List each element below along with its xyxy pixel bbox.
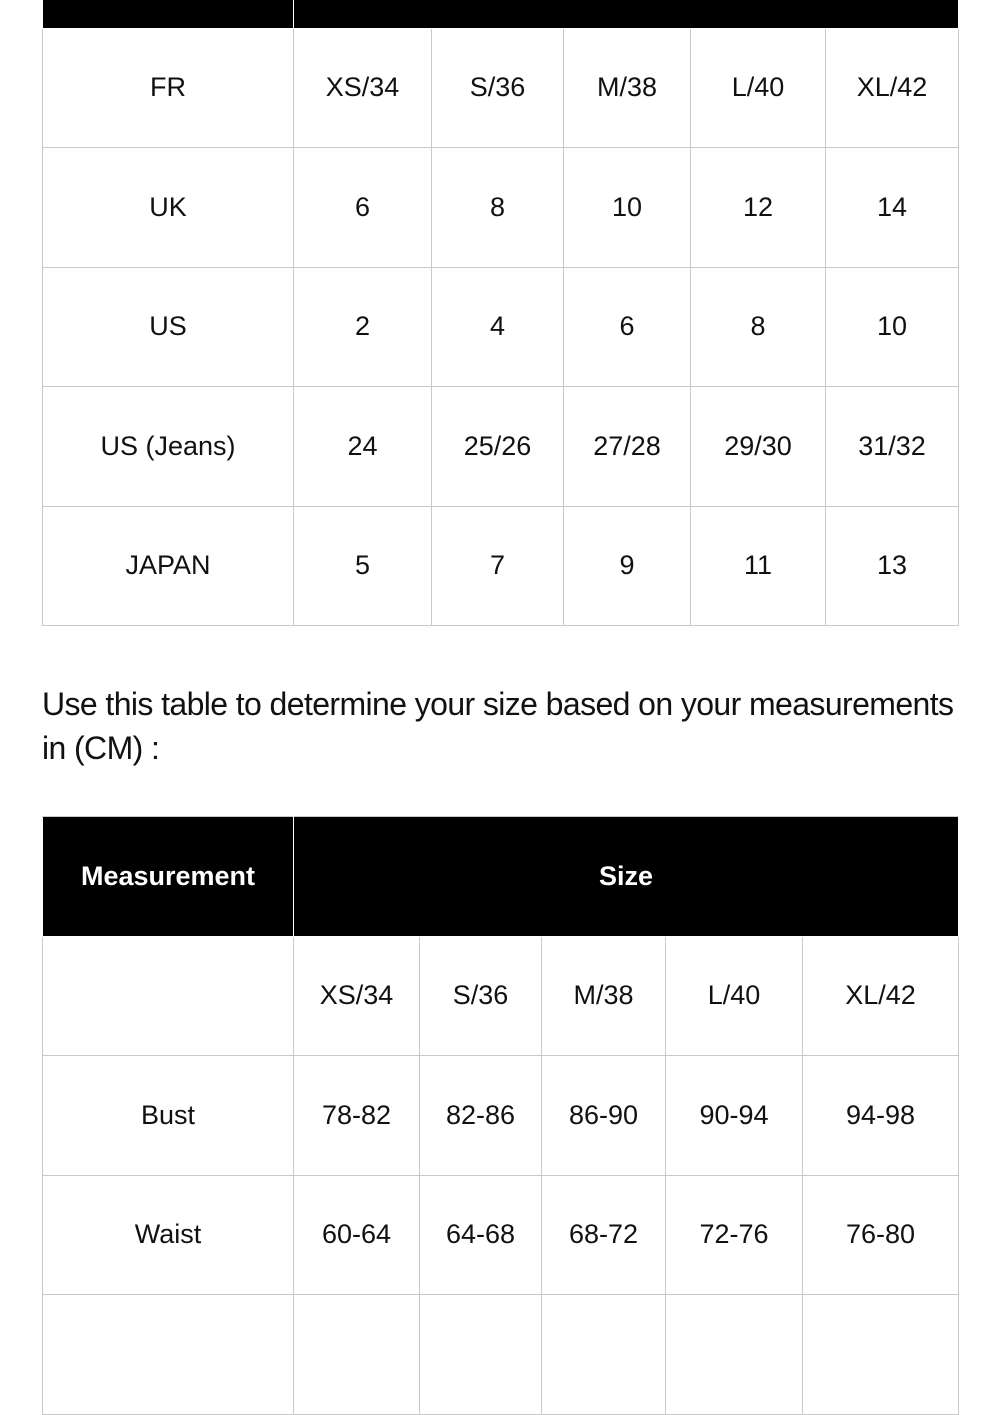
table-cell: 11 — [691, 506, 826, 626]
measurement-table — [42, 816, 959, 1415]
size-column-label: S/36 — [420, 936, 542, 1056]
table-cell: 8 — [691, 267, 826, 387]
header-cell-size: Size — [294, 817, 959, 937]
table-cell: 86-90 — [542, 1056, 666, 1176]
row-label: Bust — [43, 1056, 294, 1176]
table-cell: 2 — [294, 267, 432, 387]
table-cell: S/36 — [432, 28, 564, 148]
row-label: US — [43, 267, 294, 387]
table-cell: 4 — [432, 267, 564, 387]
row-label — [43, 936, 294, 1056]
table-cell: 68-72 — [542, 1175, 666, 1295]
measurement-intro-text: Use this table to determine your size based on your measurements in (CM) : — [42, 686, 954, 766]
table-cell — [803, 1295, 959, 1415]
table-cell: 7 — [432, 506, 564, 626]
table-header-row — [43, 0, 959, 28]
table-cell — [420, 1295, 542, 1415]
table-cell: 82-86 — [420, 1056, 542, 1176]
table-row — [43, 506, 959, 626]
table-cell: 10 — [826, 267, 959, 387]
size-column-label: L/40 — [666, 936, 803, 1056]
row-label: UK — [43, 148, 294, 268]
table-cell — [542, 1295, 666, 1415]
table-cell: 64-68 — [420, 1175, 542, 1295]
table-header-row — [43, 817, 959, 937]
row-label: Waist — [43, 1175, 294, 1295]
table-row — [43, 148, 959, 268]
size-column-label: XL/42 — [803, 936, 959, 1056]
table-row — [43, 1295, 959, 1415]
table-cell: 31/32 — [826, 387, 959, 507]
table-cell — [294, 1295, 420, 1415]
table-row — [43, 28, 959, 148]
table-cell: L/40 — [691, 28, 826, 148]
table-cell: 60-64 — [294, 1175, 420, 1295]
table-cell: 6 — [564, 267, 691, 387]
header-cell-country — [43, 0, 294, 28]
table-row — [43, 936, 959, 1056]
table-row — [43, 387, 959, 507]
table-cell: 76-80 — [803, 1175, 959, 1295]
row-label: JAPAN — [43, 506, 294, 626]
table-cell: 78-82 — [294, 1056, 420, 1176]
table-cell: 25/26 — [432, 387, 564, 507]
row-label — [43, 1295, 294, 1415]
table-cell: 24 — [294, 387, 432, 507]
table-cell: 8 — [432, 148, 564, 268]
table-cell: 13 — [826, 506, 959, 626]
header-cell-size — [294, 0, 959, 28]
row-label: FR — [43, 28, 294, 148]
table-cell: 12 — [691, 148, 826, 268]
table-cell: 14 — [826, 148, 959, 268]
table-cell: 27/28 — [564, 387, 691, 507]
table-cell — [666, 1295, 803, 1415]
row-label: US (Jeans) — [43, 387, 294, 507]
table-cell: XL/42 — [826, 28, 959, 148]
size-column-label: XS/34 — [294, 936, 420, 1056]
table-cell: 72-76 — [666, 1175, 803, 1295]
table-row — [43, 1056, 959, 1176]
table-cell: 94-98 — [803, 1056, 959, 1176]
table-cell: 5 — [294, 506, 432, 626]
table-cell: XS/34 — [294, 28, 432, 148]
table-cell: 10 — [564, 148, 691, 268]
size-conversion-table — [42, 0, 959, 626]
table-cell: 90-94 — [666, 1056, 803, 1176]
table-cell: 29/30 — [691, 387, 826, 507]
size-column-label: M/38 — [542, 936, 666, 1056]
table-cell: 6 — [294, 148, 432, 268]
table-cell: 9 — [564, 506, 691, 626]
table-row — [43, 267, 959, 387]
table-cell: M/38 — [564, 28, 691, 148]
header-cell-measurement: Measurement — [43, 817, 294, 937]
table-row — [43, 1175, 959, 1295]
